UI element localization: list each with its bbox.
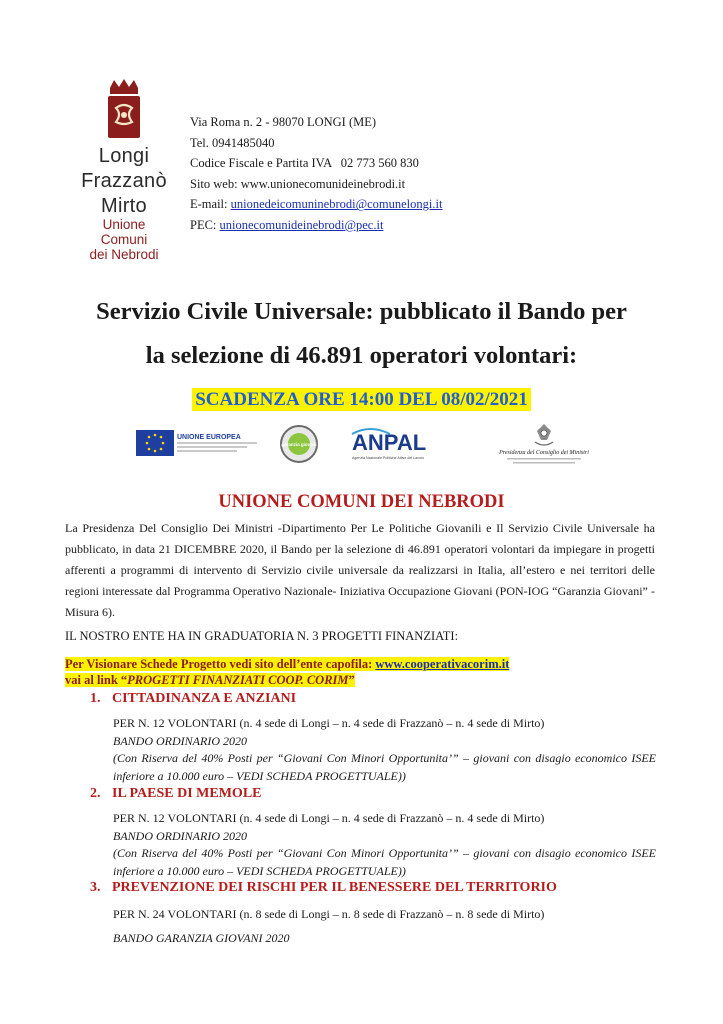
fiscal-code: Codice Fiscale e Partita IVA 02 773 560 830 (190, 156, 419, 171)
project-volunteers: PER N. 12 VOLONTARI (n. 4 sede di Longi – n. 4 sede di Frazzanò – n. 4 sede di Mirto) (113, 716, 545, 730)
garanzia-giovani-icon (273, 424, 325, 464)
eu-flag-icon (136, 430, 264, 456)
project-body-2 (113, 810, 656, 880)
anpal-logo-subtitle: Agenzia Nazionale Politiche Attive del Lavoro (352, 456, 425, 460)
logo-text-nebrodi: dei Nebrodi (89, 247, 159, 262)
intro-paragraph: La Presidenza Del Consiglio Dei Ministri -Dipartimento Per Le Politiche Giovanili e Il Servizio Civile Universale ha pubblicato, in data 21 DICEMBRE 2020, il Bando per la selezione di 46.891 operatori volontari da impiegare in progetti afferenti a programmi di intervento di Servizio civile universale da realizzarsi in Italia, all’estero e nei territori delle regioni interessate dal Programma Operativo Nazionale- Iniziativa Occupazione Giovani (PON-IOG “Garanzia Giovani” - Misura 6). (65, 521, 655, 619)
deadline-banner (0, 389, 723, 411)
logo-text-unione: Unione Comuni (100, 217, 148, 247)
anpal-icon (350, 426, 450, 464)
logo-text-longi: Longi (98, 145, 150, 167)
pec-link[interactable]: unionecomunideinebrodi@pec.it (219, 217, 384, 232)
email-link[interactable]: unionedeicomuninebrodi@comunelongi.it (230, 197, 443, 212)
project-bando: BANDO GARANZIA GIOVANI 2020 (113, 930, 290, 945)
title-line-1: Servizio Civile Universale: pubblicato il Bando per (96, 298, 627, 325)
website: Sito web: www.unionecomunideinebrodi.it (190, 176, 406, 191)
title-line-2: la selezione di 46.891 operatori volontari: (145, 342, 578, 369)
contact-block (190, 112, 442, 236)
logo-text-frazzano: Frazzanò (81, 170, 167, 192)
highlight-line-1 (65, 656, 509, 672)
eu-logo-label: UNIONE EUROPEA (177, 434, 241, 441)
italian-emblem-icon (499, 422, 589, 466)
project-body-3 (113, 906, 656, 947)
project-volunteers: PER N. 24 VOLONTARI (n. 8 sede di Longi – n. 8 sede di Frazzanò – n. 8 sede di Mirto) (113, 907, 545, 921)
pec-label: PEC: (190, 217, 220, 232)
project-note: (Con Riserva del 40% Posti per “Giovani Con Minori Opportunita’” – giovani con disagio economico ISEE inferiore a 10.000 euro – VEDI SCHEDA PROGETTUALE)) (113, 751, 656, 783)
project-number: 1. (90, 691, 101, 706)
garanzia-giovani-label: garanzia giovani (281, 442, 317, 447)
project-title: PREVENZIONE DEI RISCHI PER IL BENESSERE DEL TERRITORIO (112, 880, 557, 895)
project-heading-2 (90, 786, 262, 802)
projects-count: IL NOSTRO ENTE HA IN GRADUATORIA N. 3 PROGETTI FINANZIATI: (65, 629, 459, 643)
highlight-link-name: PROGETTI FINANZIATI COOP. CORIM (127, 673, 349, 687)
presidenza-logo-label: Presidenza del Consiglio dei Ministri (499, 450, 589, 456)
union-logo (78, 78, 170, 262)
project-title: IL PAESE DI MEMOLE (112, 786, 262, 801)
project-volunteers: PER N. 12 VOLONTARI (n. 4 sede di Longi – n. 4 sede di Frazzanò – n. 4 sede di Mirto) (113, 811, 545, 825)
section-title: UNIONE COMUNI DEI NEBRODI (218, 492, 505, 512)
project-number: 3. (90, 880, 101, 895)
project-heading-3 (90, 880, 557, 896)
logo-text-mirto: Mirto (101, 195, 147, 217)
email-label: E-mail: (190, 197, 231, 212)
crest-icon (104, 78, 144, 142)
project-title: CITTADINANZA E ANZIANI (112, 691, 297, 706)
project-bando: BANDO ORDINARIO 2020 (113, 733, 247, 748)
project-note: (Con Riserva del 40% Posti per “Giovani Con Minori Opportunita’” – giovani con disagio economico ISEE inferiore a 10.000 euro – VEDI SCHEDA PROGETTUALE)) (113, 846, 656, 878)
highlight-text-2: vai al link “ (65, 673, 128, 687)
pec-row (190, 215, 442, 236)
highlight-line-2 (65, 672, 355, 688)
deadline-text: SCADENZA ORE 14:00 DEL 08/02/2021 (192, 388, 531, 411)
project-body-1 (113, 715, 656, 785)
address: Via Roma n. 2 - 98070 LONGI (ME) (190, 115, 377, 129)
highlight-text-2-end: ” (348, 673, 355, 687)
corim-website-link[interactable]: www.cooperativacorim.it (375, 657, 510, 671)
email-row (190, 194, 442, 215)
project-heading-1 (90, 691, 296, 707)
project-bando: BANDO ORDINARIO 2020 (113, 828, 247, 843)
highlight-text-1: Per Visionare Schede Progetto vedi sito dell’ente capofila: (65, 657, 376, 671)
project-number: 2. (90, 786, 101, 801)
anpal-logo-label: ANPAL (352, 430, 427, 455)
partner-logos (136, 422, 591, 466)
telephone: Tel. 0941485040 (190, 135, 275, 150)
